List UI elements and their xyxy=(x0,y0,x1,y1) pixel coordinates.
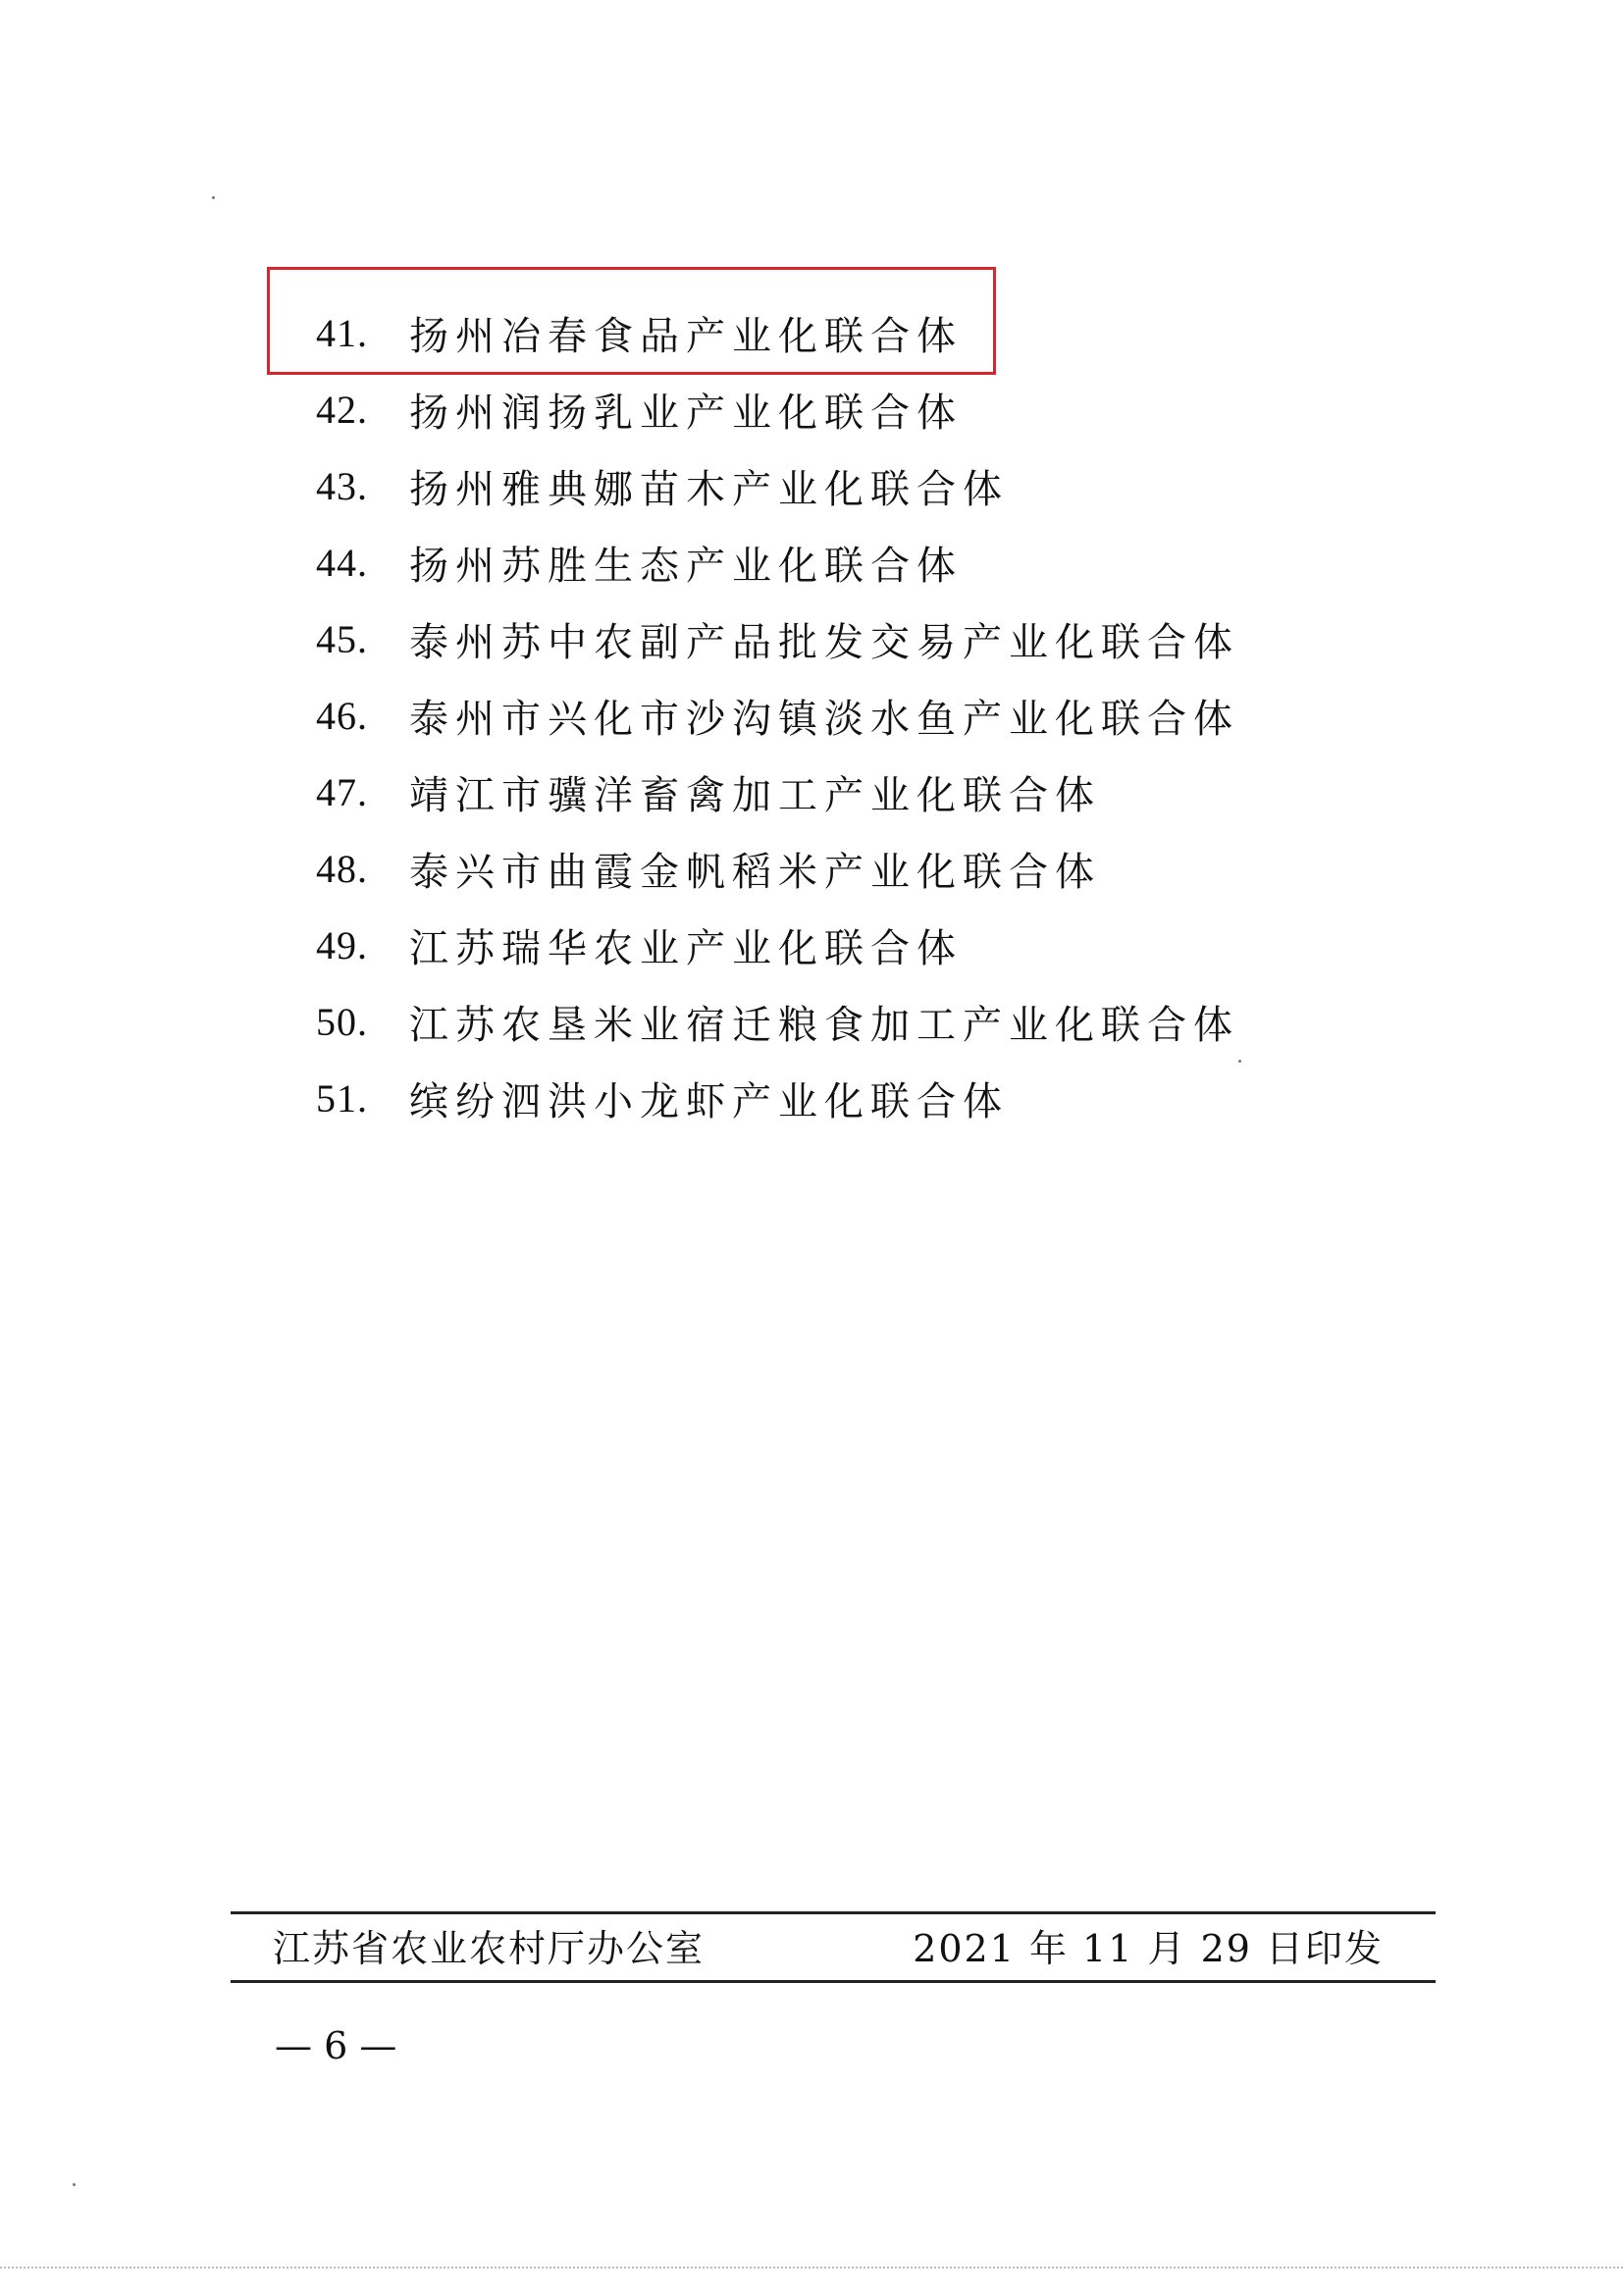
footer-top-rule xyxy=(231,1911,1436,1914)
footer-date: 2021 年 11 月 29 日印发 xyxy=(913,1927,1384,1970)
list-item xyxy=(316,754,1297,830)
item-number: 48. xyxy=(316,846,368,891)
item-number: 47. xyxy=(316,769,368,814)
item-name: 江苏瑞华农业产业化联合体 xyxy=(409,925,963,971)
item-name: 泰兴市曲霞金帆稻米产业化联合体 xyxy=(409,849,1101,895)
list-item xyxy=(316,600,1297,677)
item-name: 扬州冶春食品产业化联合体 xyxy=(409,313,963,359)
list-item xyxy=(316,907,1297,983)
item-number: 45. xyxy=(316,616,368,661)
list-item xyxy=(316,830,1297,907)
organization-list xyxy=(316,294,1297,1136)
list-item xyxy=(316,524,1297,600)
item-name: 泰州市兴化市沙沟镇淡水鱼产业化联合体 xyxy=(409,696,1239,742)
item-name: 扬州苏胜生态产业化联合体 xyxy=(409,543,963,589)
list-item xyxy=(316,983,1297,1060)
scan-speck xyxy=(212,196,215,199)
item-number: 46. xyxy=(316,693,368,738)
list-item xyxy=(316,371,1297,447)
item-number: 50. xyxy=(316,999,368,1044)
item-number: 42. xyxy=(316,387,368,432)
item-number: 41. xyxy=(316,310,368,355)
list-item xyxy=(316,447,1297,524)
page-number: — 6 — xyxy=(275,2024,397,2067)
item-name: 扬州雅典娜苗木产业化联合体 xyxy=(409,466,1009,512)
item-number: 49. xyxy=(316,922,368,967)
list-item xyxy=(316,1060,1297,1136)
item-name: 靖江市骥洋畜禽加工产业化联合体 xyxy=(409,772,1101,818)
list-item xyxy=(316,294,1297,371)
scan-edge-line xyxy=(0,2267,1623,2269)
item-number: 44. xyxy=(316,540,368,585)
item-name: 泰州苏中农副产品批发交易产业化联合体 xyxy=(409,619,1239,665)
footer-issuer: 江苏省农业农村厅办公室 xyxy=(273,1927,706,1970)
list-item xyxy=(316,677,1297,754)
scan-speck xyxy=(73,2183,76,2186)
item-name: 缤纷泗洪小龙虾产业化联合体 xyxy=(409,1078,1009,1124)
footer-bottom-rule xyxy=(231,1980,1436,1983)
item-name: 江苏农垦米业宿迁粮食加工产业化联合体 xyxy=(409,1002,1239,1048)
item-number: 43. xyxy=(316,463,368,508)
item-number: 51. xyxy=(316,1075,368,1121)
item-name: 扬州润扬乳业产业化联合体 xyxy=(409,390,963,436)
